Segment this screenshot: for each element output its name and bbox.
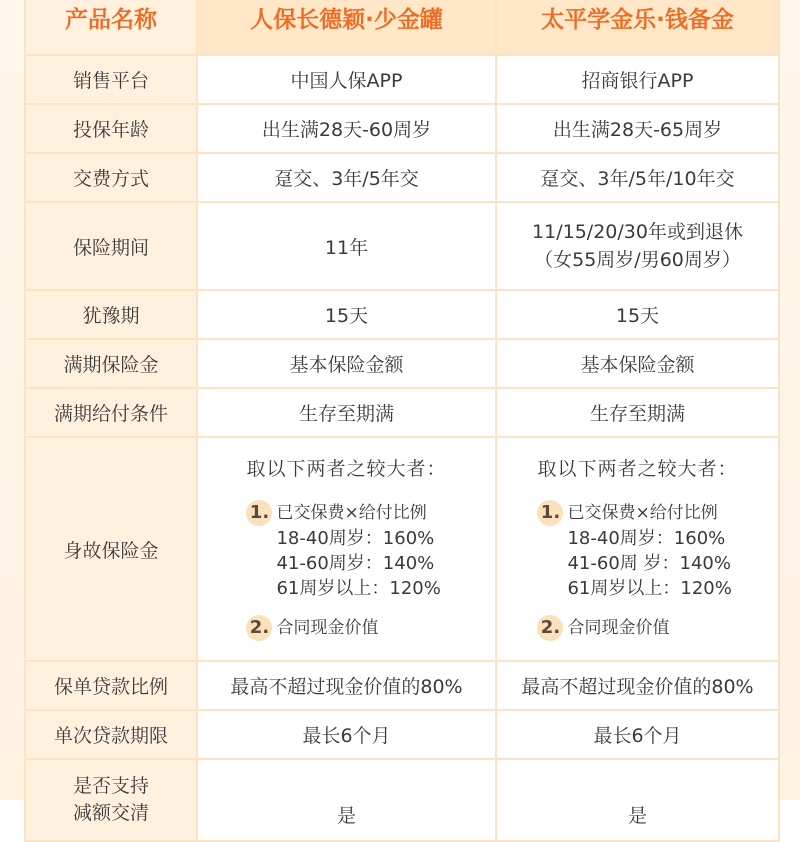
number-badge: 1.: [246, 500, 272, 526]
table-row-loan-ratio: [25, 661, 779, 710]
header-product-a: 人保长德颖·少金罐: [197, 0, 496, 55]
cell-product-b: 最高不超过现金价值的80%: [496, 661, 779, 710]
cell-product-a: 15天: [197, 290, 496, 339]
cell-product-b: 出生满28天-65周岁: [496, 104, 779, 153]
death-benefit-detail: [537, 457, 737, 641]
number-badge: 2.: [246, 615, 272, 641]
cell-product-b: 基本保险金额: [496, 339, 779, 388]
cell-product-a: 基本保险金额: [197, 339, 496, 388]
table-row-death-benefit: [25, 437, 779, 661]
cell-product-b: [496, 437, 779, 661]
row-label: 单次贷款期限: [25, 710, 197, 759]
ratio-line-3: 61周岁以上：120%: [567, 578, 732, 599]
cell-product-a: 11年: [197, 202, 496, 290]
death-item-1-text: 已交保费×给付比例: [567, 503, 718, 523]
ratio-line-3: 61周岁以上：120%: [276, 578, 441, 599]
cell-product-b: [496, 759, 779, 841]
comparison-table: [24, 0, 780, 842]
table-row-period: [25, 202, 779, 290]
cell-product-b: 最长6个月: [496, 710, 779, 759]
row-label: 销售平台: [25, 55, 197, 104]
cell-product-b: [496, 202, 779, 290]
cell-product-b: 招商银行APP: [496, 55, 779, 104]
cell-product-a-text: 是: [336, 804, 356, 827]
header-label: 产品名称: [25, 0, 197, 55]
table-row-reduced-paid-up: [25, 759, 779, 841]
death-intro: 取以下两者之较大者：: [246, 458, 447, 480]
ratio-line-1: 18-40周岁：160%: [276, 528, 435, 549]
cell-product-b: 趸交、3年/5年/10年交: [496, 153, 779, 202]
table-row-loan-term: [25, 710, 779, 759]
death-item-2-text: 合同现金价值: [567, 618, 670, 638]
ratio-line-2: 41-60周岁：140%: [276, 553, 435, 574]
death-item-2: [537, 615, 737, 641]
row-label-line-2: 减额交清: [72, 802, 149, 824]
cell-product-a: [197, 437, 496, 661]
death-item-1: [537, 500, 737, 526]
death-item-1: [246, 500, 446, 526]
death-item-1-text: 已交保费×给付比例: [276, 503, 427, 523]
death-item-2-text: 合同现金价值: [276, 618, 379, 638]
number-badge: 2.: [537, 615, 563, 641]
cell-product-a: 出生满28天-60周岁: [197, 104, 496, 153]
row-label: 保险期间: [25, 202, 197, 290]
row-label: [25, 759, 197, 841]
number-badge: 1.: [537, 500, 563, 526]
row-label: 身故保险金: [25, 437, 197, 661]
period-line-1: 11/15/20/30年或到退休: [532, 221, 743, 243]
row-label: 满期给付条件: [25, 388, 197, 437]
cell-product-a: 生存至期满: [197, 388, 496, 437]
ratio-line-1: 18-40周岁：160%: [567, 528, 726, 549]
row-label: 交费方式: [25, 153, 197, 202]
ratio-line-2: 41-60周 岁：140%: [567, 553, 731, 574]
row-label-line-1: 是否支持: [72, 775, 149, 797]
row-label: 保单贷款比例: [25, 661, 197, 710]
table-row-maturity-benefit: [25, 339, 779, 388]
cell-product-a: [197, 759, 496, 841]
cell-product-a: 趸交、3年/5年交: [197, 153, 496, 202]
cell-product-a: 最长6个月: [197, 710, 496, 759]
table-header-row: [25, 0, 779, 55]
table-row-payment: [25, 153, 779, 202]
cell-product-b: 生存至期满: [496, 388, 779, 437]
period-line-2: （女55周岁/男60周岁）: [534, 249, 741, 271]
table-row-platform: [25, 55, 779, 104]
death-item-2: [246, 615, 446, 641]
row-label: 满期保险金: [25, 339, 197, 388]
header-product-b: 太平学金乐·钱备金: [496, 0, 779, 55]
cell-product-b: 15天: [496, 290, 779, 339]
cell-product-a: 最高不超过现金价值的80%: [197, 661, 496, 710]
table-row-cooling: [25, 290, 779, 339]
row-label: 犹豫期: [25, 290, 197, 339]
cell-product-b-text: 是: [627, 804, 647, 827]
row-label: 投保年龄: [25, 104, 197, 153]
table-row-maturity-condition: [25, 388, 779, 437]
death-benefit-detail: [246, 457, 446, 641]
table-row-age: [25, 104, 779, 153]
death-intro: 取以下两者之较大者：: [537, 458, 738, 480]
cell-product-a: 中国人保APP: [197, 55, 496, 104]
